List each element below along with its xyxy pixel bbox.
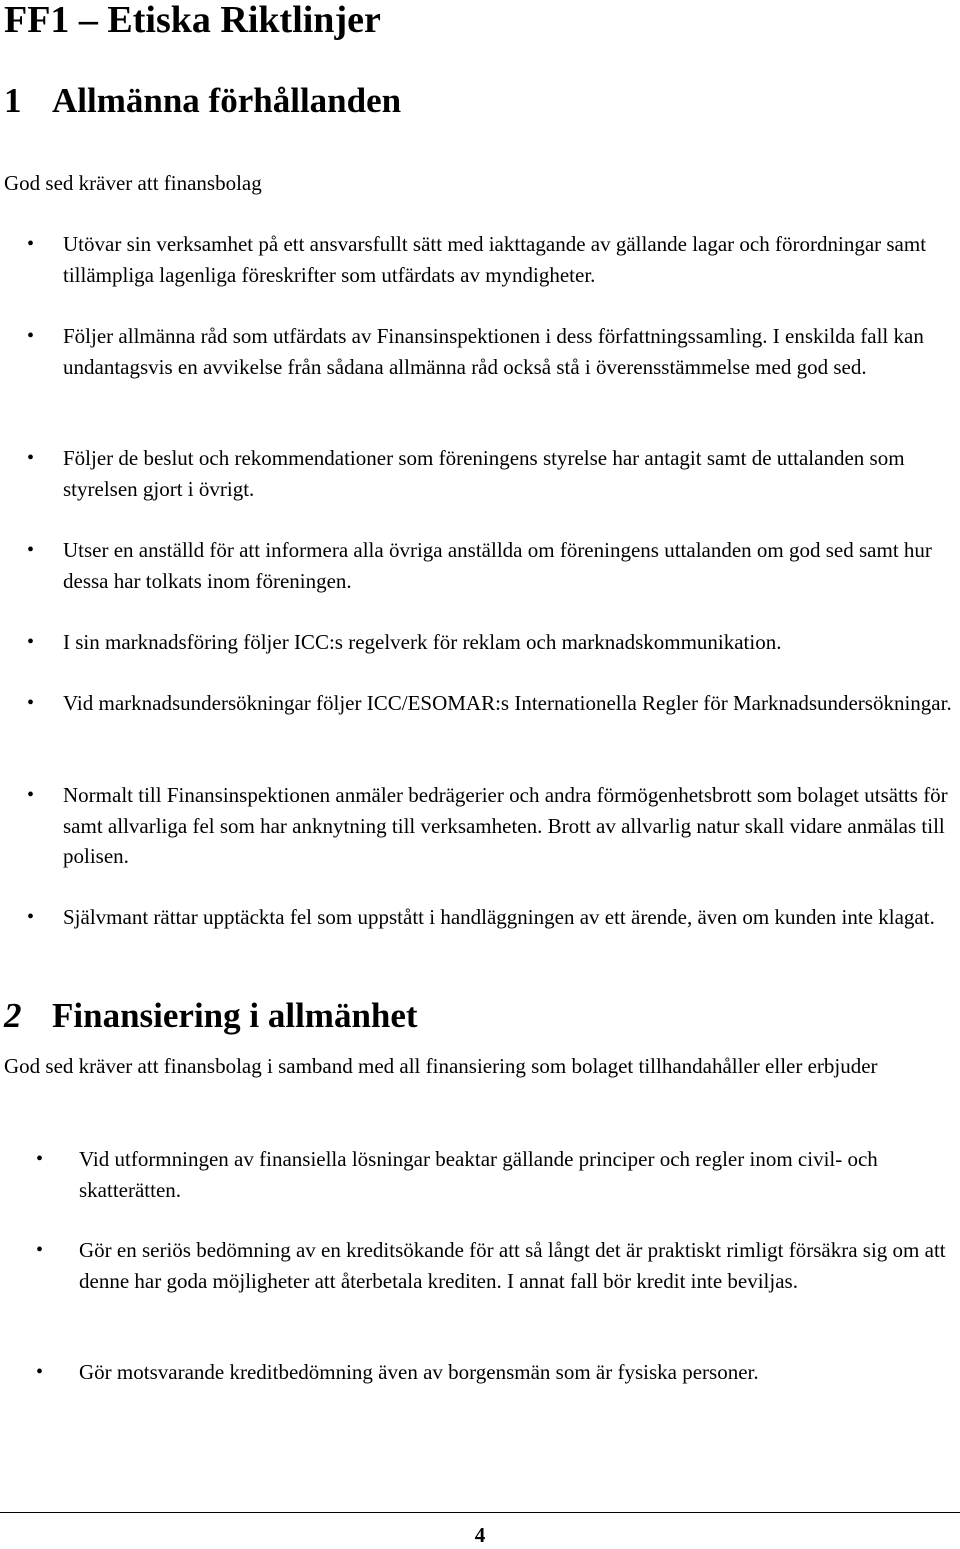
bullet-dot-icon: • xyxy=(36,1361,44,1383)
bullet-dot-icon: • xyxy=(27,233,35,255)
list-item-text: Gör motsvarande kreditbedömning även av borgensmän som är fysiska personer. xyxy=(79,1360,759,1384)
section-2-heading xyxy=(4,996,418,1036)
list-item xyxy=(36,1235,957,1296)
bullet-dot-icon: • xyxy=(27,906,35,928)
list-item xyxy=(36,1144,957,1205)
list-item-text: I sin marknadsföring följer ICC:s regelverk för reklam och marknadskommunikation. xyxy=(63,630,782,654)
list-item-text: Vid utformningen av finansiella lösningar beaktar gällande principer och regler inom civil- och skatterätten. xyxy=(79,1147,878,1202)
list-item-text: Utövar sin verksamhet på ett ansvarsfullt sätt med iakttagande av gällande lagar och förordningar samt tillämpliga lagenliga föreskrifter som utfärdats av myndigheter. xyxy=(63,232,927,287)
bullet-dot-icon: • xyxy=(27,447,35,469)
list-item xyxy=(27,902,957,933)
list-item-text: Utser en anställd för att informera alla övriga anställda om föreningens uttalanden om god sed samt hur dessa har tolkats inom föreningen. xyxy=(63,538,932,593)
bullet-dot-icon: • xyxy=(27,325,35,347)
bullet-dot-icon: • xyxy=(27,692,35,714)
bullet-dot-icon: • xyxy=(27,539,35,561)
list-item-text: Normalt till Finansinspektionen anmäler bedrägerier och andra förmögenhetsbrott som bolaget utsätts för samt allvarliga fel som har anknytning till verksamheten. Brott av allvarlig natur skall vidare anmälas till polisen. xyxy=(63,783,948,868)
list-item xyxy=(27,627,957,658)
section-2-number: 2 xyxy=(4,996,22,1035)
bullet-dot-icon: • xyxy=(36,1239,44,1261)
list-item xyxy=(27,535,957,596)
document-title: FF1 – Etiska Riktlinjer xyxy=(4,0,381,41)
list-item xyxy=(27,443,957,504)
bullet-dot-icon: • xyxy=(27,784,35,806)
footer-divider xyxy=(0,1512,960,1513)
list-item xyxy=(27,321,957,382)
list-item-text: Vid marknadsundersökningar följer ICC/ESOMAR:s Internationella Regler för Marknadsundersökningar. xyxy=(63,691,952,715)
list-item-text: Följer de beslut och rekommendationer som föreningens styrelse har antagit samt de uttalanden som styrelsen gjort i övrigt. xyxy=(63,446,905,501)
list-item xyxy=(36,1357,957,1388)
list-item xyxy=(27,229,957,290)
section-1-heading xyxy=(4,81,401,121)
section-1-title: Allmänna förhållanden xyxy=(52,81,402,120)
bullet-dot-icon: • xyxy=(27,631,35,653)
list-item xyxy=(27,688,957,719)
page-number: 4 xyxy=(474,1523,486,1547)
section-2-intro: God sed kräver att finansbolag i samband med all finansiering som bolaget tillhandahåller eller erbjuder xyxy=(4,1054,878,1078)
bullet-dot-icon: • xyxy=(36,1148,44,1170)
section-2-title: Finansiering i allmänhet xyxy=(52,996,418,1035)
list-item-text: Självmant rättar upptäckta fel som uppstått i handläggningen av ett ärende, även om kunden inte klagat. xyxy=(63,905,935,929)
list-item-text: Gör en seriös bedömning av en kreditsökande för att så långt det är praktiskt rimligt försäkra sig om att denne har goda möjligheter att återbetala krediten. I annat fall bör kredit inte beviljas. xyxy=(79,1238,946,1293)
list-item xyxy=(27,780,957,872)
list-item-text: Följer allmänna råd som utfärdats av Finansinspektionen i dess författningssamling. I enskilda fall kan undantagsvis en avvikelse från sådana allmänna råd också stå i överensstämmelse med god sed. xyxy=(63,324,924,379)
section-1-intro: God sed kräver att finansbolag xyxy=(4,171,262,195)
section-1-number: 1 xyxy=(4,81,22,120)
